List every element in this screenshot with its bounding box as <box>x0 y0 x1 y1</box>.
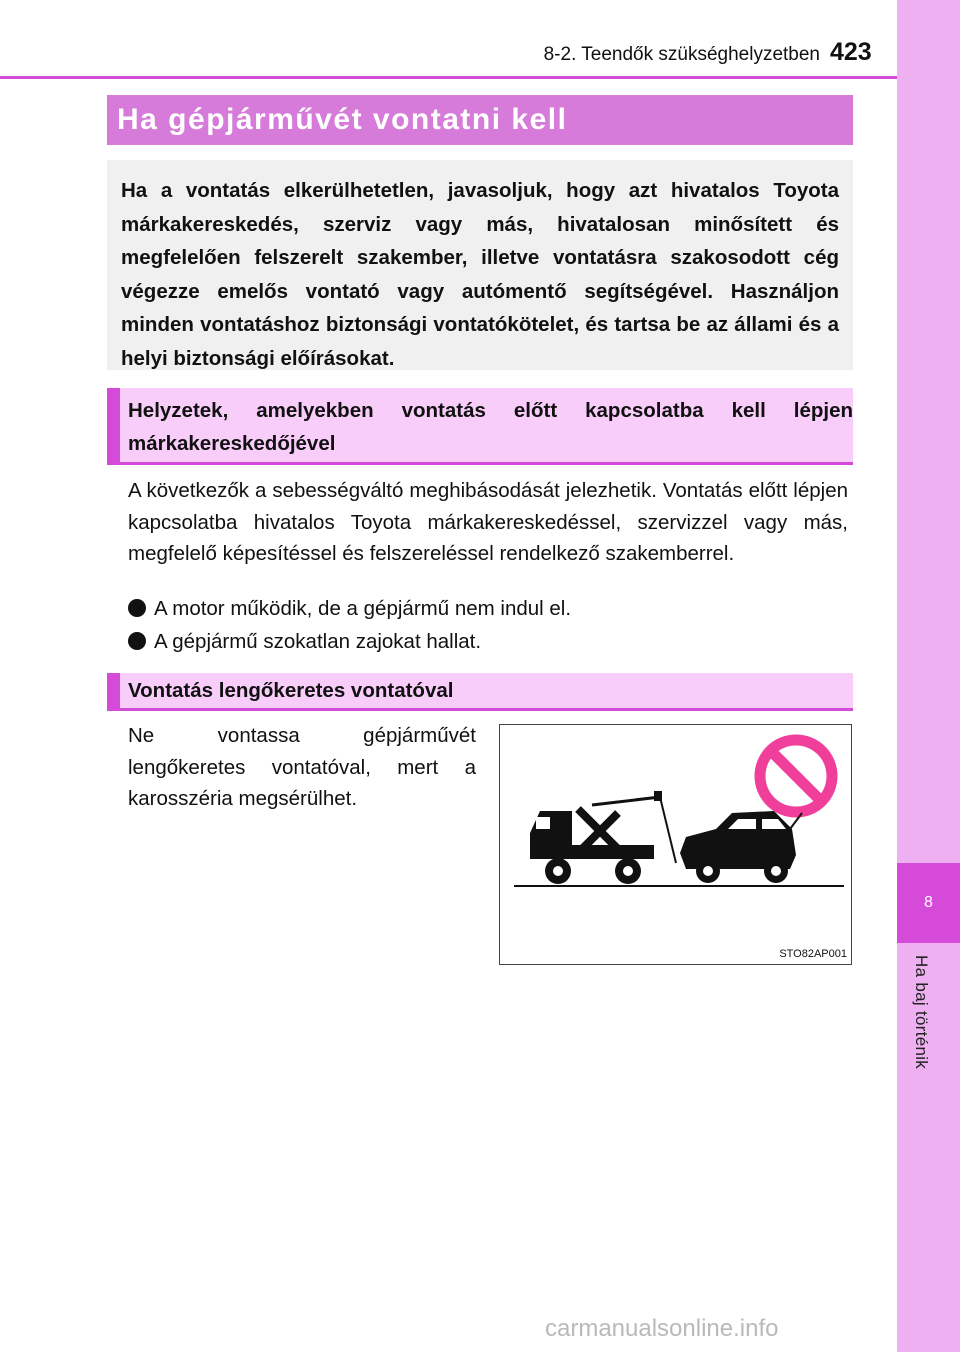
watermark: carmanualsonline.info <box>545 1315 779 1342</box>
section-heading-dealer <box>107 388 853 465</box>
running-header-section: 8-2. Teendők szükséghelyzetben <box>543 44 820 65</box>
list-item-text: A motor működik, de a gépjármű nem indul el. <box>154 597 572 620</box>
tow-illustration <box>500 725 851 964</box>
header-divider <box>0 76 897 79</box>
section-sling-tow-body: Ne vontassa gépjárművét lengőkeretes vontatóval, mert a karosszéria megsérülhet. <box>128 724 476 810</box>
section-heading-sling-tow <box>107 673 853 711</box>
bullet-icon <box>128 632 146 650</box>
tow-truck-figure <box>499 724 852 965</box>
tow-truck-icon <box>530 791 676 884</box>
list-item <box>128 627 481 657</box>
intro-box <box>107 160 853 370</box>
list-item-text: A gépjármű szokatlan zajokat hallat. <box>154 630 482 653</box>
section-heading-dealer-text: Helyzetek, amelyekben vontatás előtt kapcsolatba kell lépjen márkakereskedőjével <box>128 399 853 455</box>
chapter-number: 8 <box>897 863 960 943</box>
section-dealer-body: A következők a sebességváltó meghibásodását jelezhetik. Vontatás előtt lépjen kapcsolatba hivatalos Toyota márkakereskedéssel, szervizzel vagy más, megfelelő képesítéssel és felszereléssel rendelkező szakemberrel. <box>128 479 848 565</box>
chapter-label: Ha baj történik <box>912 955 931 1070</box>
page-number: 423 <box>830 38 872 66</box>
intro-text: Ha a vontatás elkerülhetetlen, javasoljuk, hogy azt hivatalos Toyota márkakereskedés, szerviz vagy más, hivatalosan minősített és megfelelően felszerelt szakember, illetve vontatásra szakosodott cég végezze emelős vontató vagy autómentő segítségével. Használjon minden vontatáshoz biztonsági vontatókötelet, és tartsa be az állami és a helyi biztonsági előírásokat. <box>121 179 839 370</box>
car-icon <box>680 811 802 883</box>
prohibited-sign-icon <box>760 740 832 812</box>
chapter-sidebar <box>897 0 960 1352</box>
bullet-icon <box>128 599 146 617</box>
page-title: Ha gépjárművét vontatni kell <box>107 95 853 145</box>
figure-code: STO82AP001 <box>779 948 847 960</box>
list-item <box>128 594 571 624</box>
section-heading-sling-tow-text: Vontatás lengőkeretes vontatóval <box>128 679 454 702</box>
